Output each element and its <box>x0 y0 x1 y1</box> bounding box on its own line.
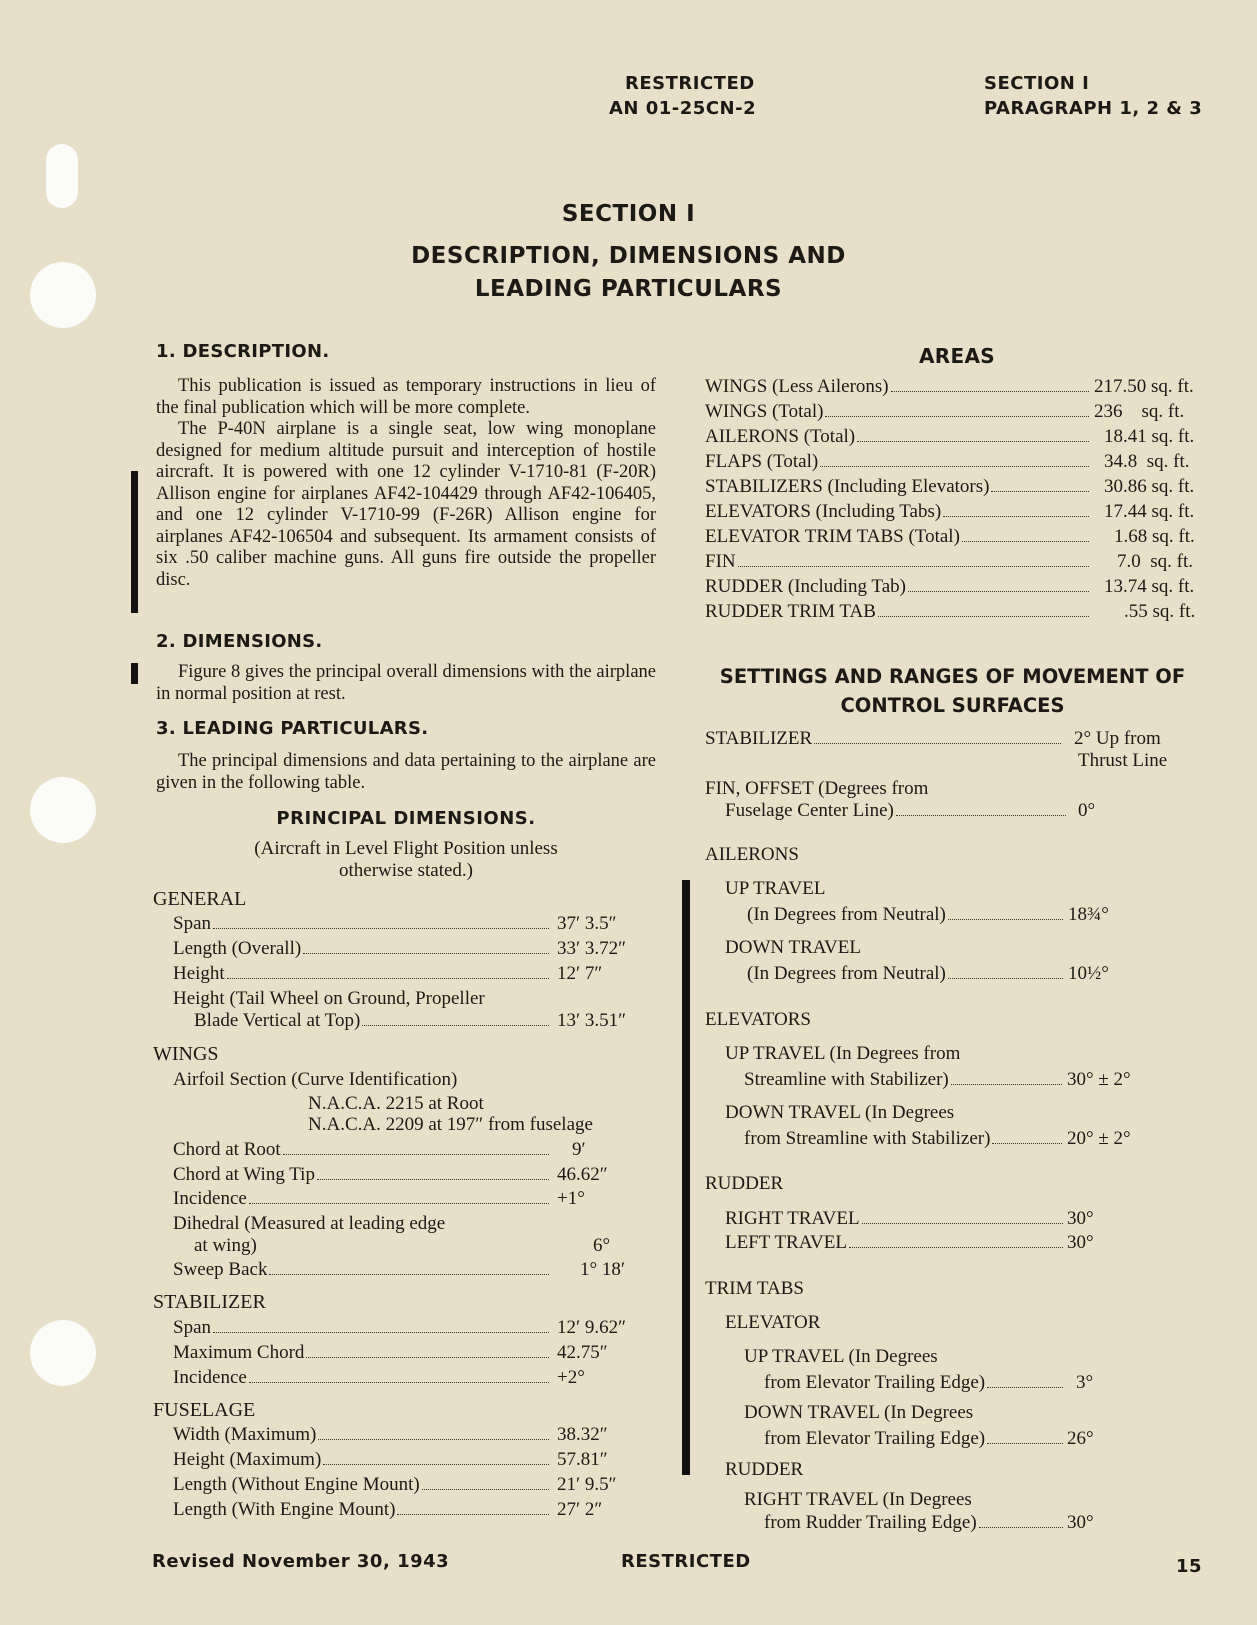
section-title: SECTION I <box>561 201 696 227</box>
header-doc-number: AN 01-25CN-2 <box>609 98 757 119</box>
row-elevator-down: from Streamline with Stabilizer) <box>744 1127 1064 1151</box>
row-area-ailerons: AILERONS (Total) <box>705 425 1091 449</box>
value-fus-width: 38.32″ <box>557 1424 608 1445</box>
value-length: 33′ 3.72″ <box>557 938 627 959</box>
row-aileron-up: (In Degrees from Neutral) <box>747 903 1065 927</box>
row-rudder-left: LEFT TRAVEL <box>725 1231 1065 1255</box>
header-paragraph: PARAGRAPH 1, 2 & 3 <box>984 98 1203 119</box>
value-rudder-left: 30° <box>1067 1232 1094 1253</box>
revision-bar <box>682 880 690 1475</box>
heading-dimensions: 2. DIMENSIONS. <box>156 631 323 652</box>
row-fus-width: Width (Maximum) <box>173 1423 551 1447</box>
group-rudder: RUDDER <box>705 1173 784 1194</box>
value-stab-max-chord: 42.75″ <box>557 1342 608 1363</box>
label-elevator-down: DOWN TRAVEL (In Degrees <box>725 1102 955 1123</box>
settings-title-line1: SETTINGS AND RANGES OF MOVEMENT OF <box>719 665 1186 688</box>
value-area: 17.44 sq. ft. <box>1104 501 1195 522</box>
value-incidence: +1° <box>557 1188 585 1209</box>
row-area-elevator-trim-tabs: ELEVATOR TRIM TABS (Total) <box>705 525 1091 549</box>
value-elevator-up: 30° ± 2° <box>1067 1069 1131 1090</box>
group-trim-tabs: TRIM TABS <box>705 1278 804 1299</box>
settings-title-line2: CONTROL SURFACES <box>840 694 1065 717</box>
value-area: 217.50 sq. ft. <box>1094 376 1194 397</box>
row-area-rudder: RUDDER (Including Tab) <box>705 575 1091 599</box>
value-chord-tip: 46.62″ <box>557 1164 608 1185</box>
value-height-tail-wheel: 13′ 3.51″ <box>557 1010 627 1031</box>
principal-dimensions-note: (Aircraft in Level Flight Position unless <box>254 838 558 859</box>
page-title-line1: DESCRIPTION, DIMENSIONS AND <box>411 243 846 269</box>
row-rudder-right: RIGHT TRAVEL <box>725 1207 1065 1231</box>
value-sweep-back: 1° 18′ <box>580 1259 626 1280</box>
airfoil-root: N.A.C.A. 2215 at Root <box>308 1093 484 1114</box>
group-fuselage: FUSELAGE <box>153 1399 256 1421</box>
revision-bar <box>131 471 138 613</box>
label-dihedral: Dihedral (Measured at leading edge <box>173 1213 446 1234</box>
label-aileron-down: DOWN TRAVEL <box>725 937 861 958</box>
row-trim-elevator-up: from Elevator Trailing Edge) <box>764 1371 1065 1395</box>
label-airfoil: Airfoil Section (Curve Identification) <box>173 1069 458 1090</box>
group-stabilizer: STABILIZER <box>153 1291 266 1313</box>
header-section: SECTION I <box>984 73 1090 94</box>
row-area-elevators: ELEVATORS (Including Tabs) <box>705 500 1091 524</box>
value-fin-offset: 0° <box>1078 800 1096 821</box>
row-fus-length-no-mount: Length (Without Engine Mount) <box>173 1473 551 1497</box>
value-area: 30.86 sq. ft. <box>1104 476 1195 497</box>
description-text <box>156 376 656 591</box>
value-aileron-up: 18¾° <box>1068 904 1109 925</box>
heading-leading-particulars: 3. LEADING PARTICULARS. <box>156 718 429 739</box>
value-area: 1.68 sq. ft. <box>1114 526 1195 547</box>
value-fus-height: 57.81″ <box>557 1449 608 1470</box>
group-general: GENERAL <box>153 888 247 910</box>
airfoil-tip: N.A.C.A. 2209 at 197″ from fuselage <box>308 1114 593 1135</box>
row-trim-elevator-down: from Elevator Trailing Edge) <box>764 1427 1065 1451</box>
paragraph: This publication is issued as temporary instructions in lieu of the final publication which will be more complete. <box>156 376 656 418</box>
value-chord-root: 9′ <box>572 1139 586 1160</box>
row-fin-offset: Fuselage Center Line) <box>725 799 1068 823</box>
row-stab-max-chord: Maximum Chord <box>173 1341 551 1365</box>
value-span: 37′ 3.5″ <box>557 913 617 934</box>
row-area-fin: FIN <box>705 550 1091 574</box>
value-stabilizer-setting: 2° Up from <box>1074 728 1161 749</box>
row-fus-length-mount: Length (With Engine Mount) <box>173 1498 551 1522</box>
page-title-line2: LEADING PARTICULARS <box>474 276 783 302</box>
page-number: 15 <box>1176 1556 1203 1577</box>
label-trim-elevator-up: UP TRAVEL (In Degrees <box>744 1346 938 1367</box>
group-trim-rudder: RUDDER <box>725 1459 804 1480</box>
value-area: 236 sq. ft. <box>1094 401 1185 422</box>
header-restricted: RESTRICTED <box>625 73 755 94</box>
value-height: 12′ 7″ <box>557 963 603 984</box>
row-incidence: Incidence <box>173 1187 551 1211</box>
binder-hole-top <box>46 144 78 208</box>
row-sweep-back: Sweep Back <box>173 1258 551 1282</box>
label-aileron-up: UP TRAVEL <box>725 878 826 899</box>
row-stab-span: Span <box>173 1316 551 1340</box>
row-fus-height: Height (Maximum) <box>173 1448 551 1472</box>
principal-dimensions-title: PRINCIPAL DIMENSIONS. <box>276 808 536 829</box>
value-area: 18.41 sq. ft. <box>1104 426 1195 447</box>
value-trim-elevator-down: 26° <box>1067 1428 1094 1449</box>
row-elevator-up: Streamline with Stabilizer) <box>744 1068 1064 1092</box>
binder-hole <box>30 1320 96 1386</box>
binder-hole <box>30 777 96 843</box>
value-area: 34.8 sq. ft. <box>1104 451 1190 472</box>
value-rudder-right: 30° <box>1067 1208 1094 1229</box>
row-height: Height <box>173 962 551 986</box>
row-trim-rudder-right: from Rudder Trailing Edge) <box>764 1511 1065 1535</box>
row-length: Length (Overall) <box>173 937 551 961</box>
value-fus-length-mount: 27′ 2″ <box>557 1499 603 1520</box>
value-area: .55 sq. ft. <box>1124 601 1196 622</box>
row-chord-tip: Chord at Wing Tip <box>173 1163 551 1187</box>
label-trim-rudder-right: RIGHT TRAVEL (In Degrees <box>744 1489 972 1510</box>
row-setting-stabilizer: STABILIZER <box>705 727 1063 751</box>
value-stabilizer-setting-cont: Thrust Line <box>1078 750 1168 771</box>
value-stab-span: 12′ 9.62″ <box>557 1317 627 1338</box>
value-area: 7.0 sq. ft. <box>1117 551 1193 572</box>
label-fin-offset: FIN, OFFSET (Degrees from <box>705 778 929 799</box>
group-elevators: ELEVATORS <box>705 1009 811 1030</box>
paragraph: The P-40N airplane is a single seat, low wing monoplane designed for medium altitude pursuit and interception of hostile aircraft. It is powered with one 12 cylinder V-1710-81 (F-20R) Allison engine for airplanes AF42-104429 through AF42-106405, and one 12 cylinder V-1710-99 (F-26R) Allison engine for airplanes AF42-106504 and subsequent. Its armament consists of six .50 caliber machine guns. All guns fire outside the propeller disc. <box>156 419 656 590</box>
group-trim-elevator: ELEVATOR <box>725 1312 821 1333</box>
footer-restricted: RESTRICTED <box>621 1551 751 1572</box>
row-stab-incidence: Incidence <box>173 1366 551 1390</box>
heading-areas: AREAS <box>919 344 995 368</box>
group-ailerons: AILERONS <box>705 844 799 865</box>
group-wings: WINGS <box>153 1043 219 1065</box>
value-aileron-down: 10½° <box>1068 963 1109 984</box>
revision-bar <box>131 663 138 684</box>
principal-dimensions-note: otherwise stated.) <box>338 860 473 881</box>
row-area-wings-total: WINGS (Total) <box>705 400 1091 424</box>
leading-particulars-text: The principal dimensions and data pertaining to the airplane are given in the following table. <box>156 751 656 793</box>
row-span: Span <box>173 912 551 936</box>
value-stab-incidence: +2° <box>557 1367 585 1388</box>
value-trim-rudder-right: 30° <box>1067 1512 1094 1533</box>
label-trim-elevator-down: DOWN TRAVEL (In Degrees <box>744 1402 974 1423</box>
row-area-wings-less-ailerons: WINGS (Less Ailerons) <box>705 375 1091 399</box>
label-height-tail-wheel: Height (Tail Wheel on Ground, Propeller <box>173 988 485 1009</box>
label-elevator-up: UP TRAVEL (In Degrees from <box>725 1043 961 1064</box>
value-area: 13.74 sq. ft. <box>1104 576 1195 597</box>
value-trim-elevator-up: 3° <box>1076 1372 1094 1393</box>
row-aileron-down: (In Degrees from Neutral) <box>747 962 1065 986</box>
dimensions-text: Figure 8 gives the principal overall dimensions with the airplane in normal position at rest. <box>156 662 656 704</box>
value-elevator-down: 20° ± 2° <box>1067 1128 1131 1149</box>
row-area-stabilizers: STABILIZERS (Including Elevators) <box>705 475 1091 499</box>
row-area-rudder-trim-tab: RUDDER TRIM TAB <box>705 600 1091 624</box>
value-dihedral: 6° <box>593 1235 611 1256</box>
row-height-tail-wheel: Blade Vertical at Top) <box>194 1009 551 1033</box>
heading-description: 1. DESCRIPTION. <box>156 341 330 362</box>
value-fus-length-no-mount: 21′ 9.5″ <box>557 1474 617 1495</box>
label-dihedral-cont: at wing) <box>194 1235 257 1256</box>
row-chord-root: Chord at Root <box>173 1138 551 1162</box>
footer-revised-date: Revised November 30, 1943 <box>152 1551 450 1572</box>
row-area-flaps: FLAPS (Total) <box>705 450 1091 474</box>
